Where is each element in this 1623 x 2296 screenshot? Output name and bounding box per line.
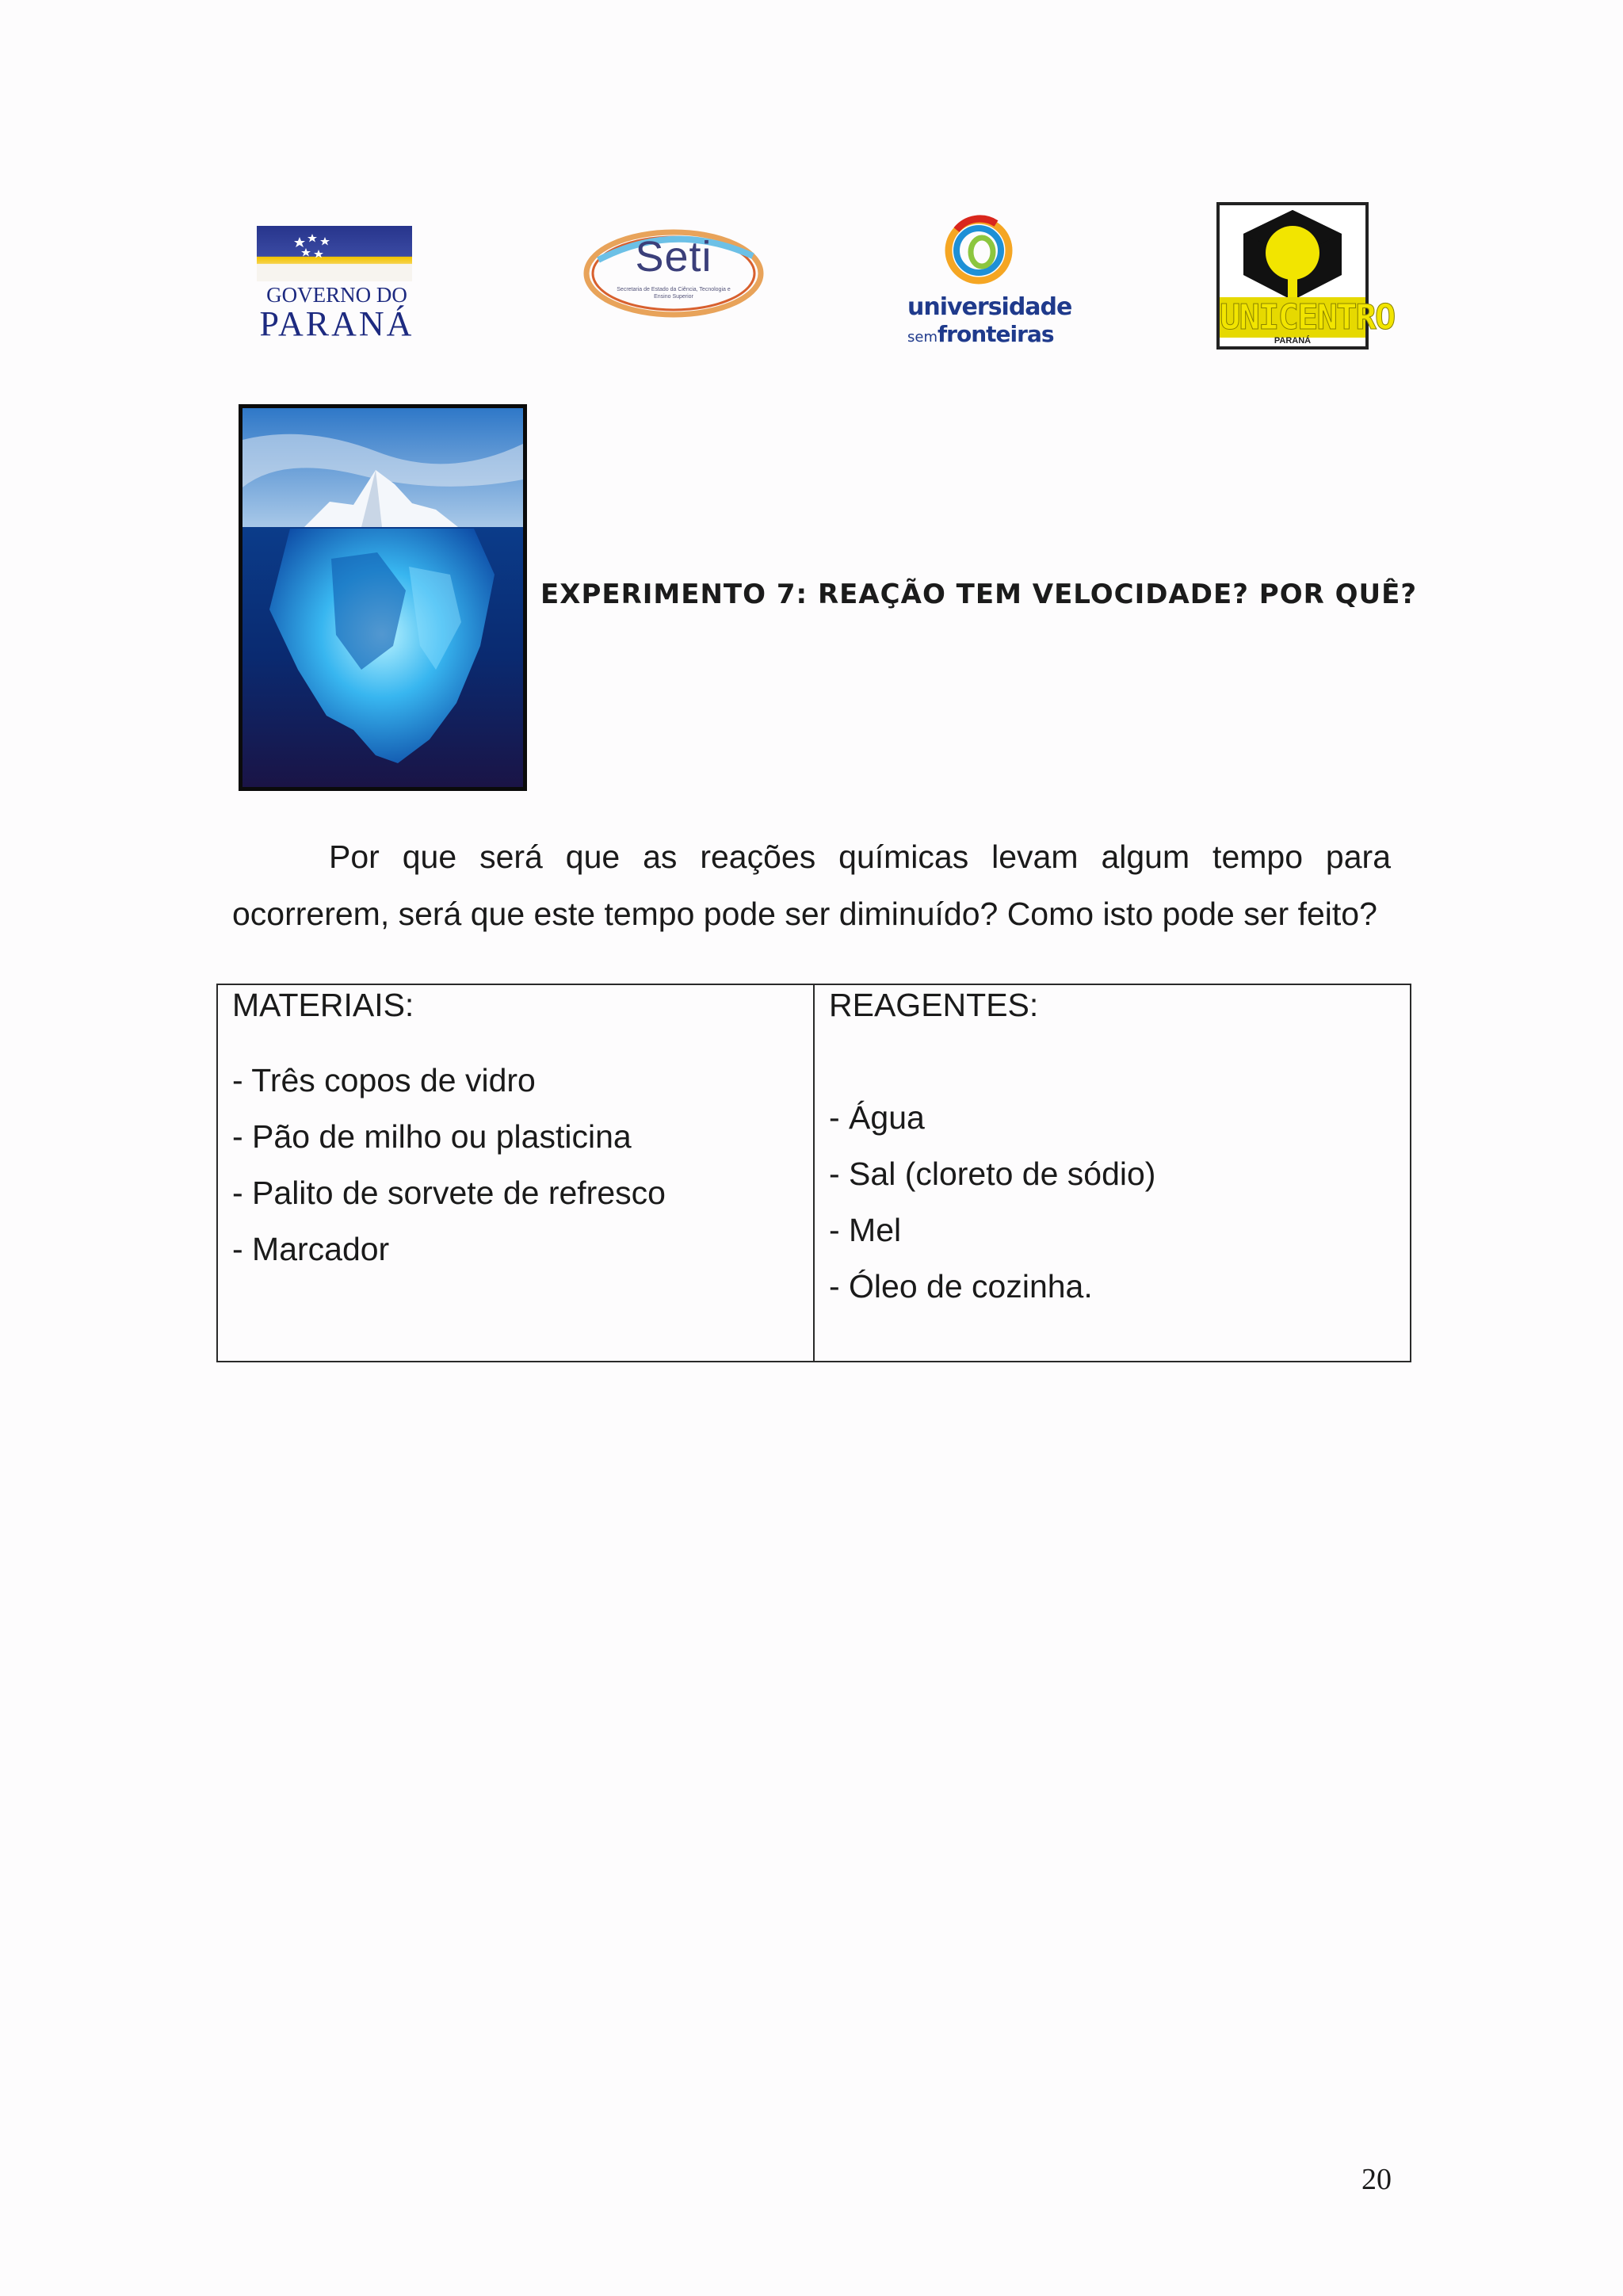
intro-paragraph <box>232 828 1391 942</box>
seti-wordmark: Seti <box>635 233 712 281</box>
parana-flag-icon <box>257 226 412 281</box>
usf-logo-line2-small: sem <box>907 329 938 346</box>
seti-subtitle: Secretaria de Estado da Ciência, Tecnologia e Ensino Superior <box>617 287 731 300</box>
reagents-item: - Mel <box>829 1212 902 1248</box>
unicentro-subtitle: PARANÁ <box>1274 336 1312 346</box>
intro-line-1: Por que será que as reações químicas levam algum tempo para <box>329 839 1391 875</box>
usf-logo-line2-large: fronteiras <box>938 321 1054 347</box>
usf-rings-icon <box>941 214 1017 290</box>
page-number: 20 <box>1361 2163 1392 2196</box>
materials-item: - Palito de sorvete de refresco <box>232 1175 666 1211</box>
reagents-item: - Sal (cloreto de sódio) <box>829 1156 1156 1192</box>
materials-item: - Três copos de vidro <box>232 1062 536 1098</box>
usf-logo-line1: universidade <box>907 293 1072 321</box>
reagents-header: REAGENTES: <box>829 987 1039 1023</box>
universidade-sem-fronteiras-logo <box>907 214 1072 349</box>
materials-item: - Pão de milho ou plasticina <box>232 1118 632 1155</box>
materials-header: MATERIAIS: <box>232 987 414 1023</box>
reagents-item: - Óleo de cozinha. <box>829 1268 1093 1305</box>
materials-cell <box>232 987 803 1359</box>
intro-line-2: ocorrerem, será que este tempo pode ser diminuído? Como isto pode ser feito? <box>232 896 1377 932</box>
unicentro-logo <box>1216 202 1395 350</box>
governo-do-parana-logo <box>254 226 416 345</box>
materials-reagents-table <box>216 984 1411 1362</box>
table-column-divider <box>813 985 815 1361</box>
materials-item: - Marcador <box>232 1231 390 1267</box>
experiment-title: EXPERIMENTO 7: REAÇÃO TEM VELOCIDADE? POR QUÊ? <box>540 579 1418 610</box>
unicentro-cube-icon <box>1240 208 1345 304</box>
reagents-cell <box>829 987 1400 1359</box>
usf-logo-line2 <box>907 321 1054 347</box>
iceberg-photo <box>239 404 527 791</box>
parana-logo-line2: PARANÁ <box>259 304 414 343</box>
unicentro-wordmark: UNICENTRO <box>1220 297 1395 338</box>
seti-logo <box>582 224 765 323</box>
parana-logo-line1: GOVERNO DO <box>266 283 407 307</box>
reagents-item: - Água <box>829 1099 925 1136</box>
